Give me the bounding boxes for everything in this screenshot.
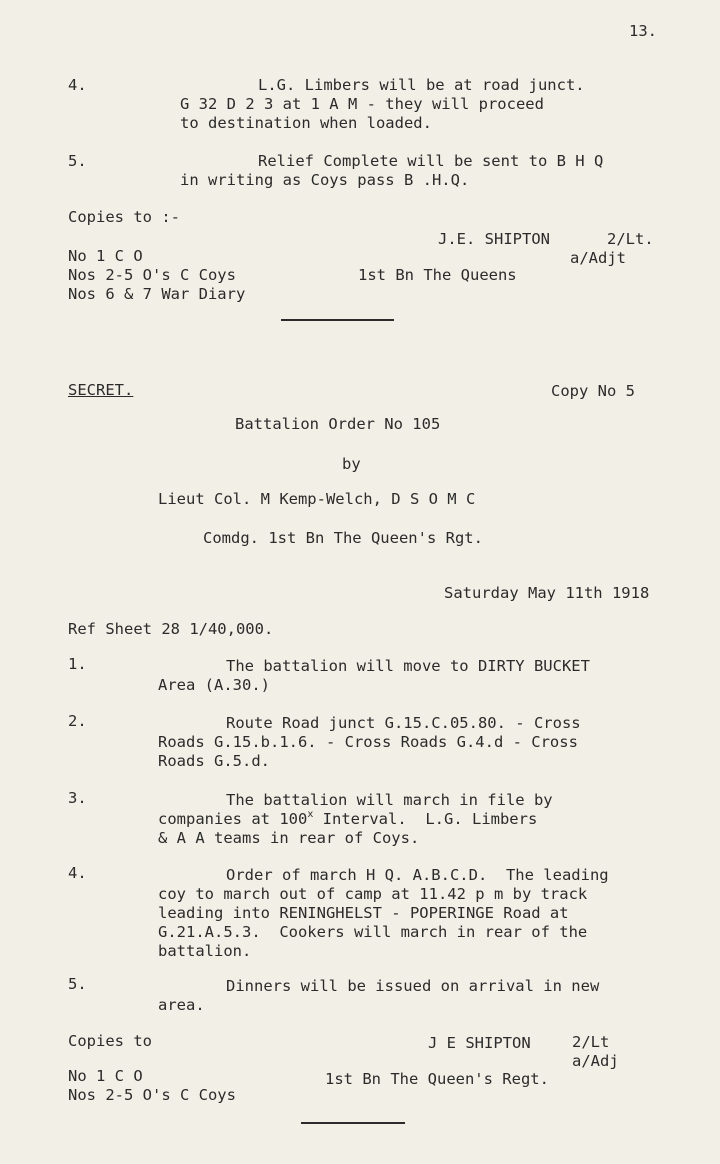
order-item-2-number: 2. xyxy=(68,712,87,730)
order-item-1-number: 1. xyxy=(68,655,87,673)
order-item-3-line-1: The battalion will march in file by xyxy=(226,791,553,809)
order-item-3-number: 3. xyxy=(68,789,87,807)
copies-label: Copies to :- xyxy=(68,208,180,226)
signatory-appointment: a/Adjt xyxy=(570,249,626,267)
order-item-3-line-2: companies at 100$^x$ Interval. L.G. Limbers xyxy=(158,809,538,828)
item-5-line-1: Relief Complete will be sent to B H Q xyxy=(258,152,604,170)
commander: Lieut Col. M Kemp-Welch, D S O M C xyxy=(158,490,476,508)
order-item-3-line-3: & A A teams in rear of Coys. xyxy=(158,829,420,847)
order-item-4-line-4: G.21.A.5.3. Cookers will march in rear of the xyxy=(158,923,588,941)
order-item-2-line-2: Roads G.15.b.1.6. - Cross Roads G.4.d - Cross xyxy=(158,733,578,751)
signatory-unit: 1st Bn The Queens xyxy=(358,266,517,284)
item-4-line-2: G 32 D 2 3 at 1 A M - they will proceed xyxy=(180,95,544,113)
item-5-number: 5. xyxy=(68,152,87,170)
order-item-2-line-1: Route Road junct G.15.C.05.80. - Cross xyxy=(226,714,581,732)
section-divider xyxy=(281,319,394,321)
copies-line-1: No 1 C O xyxy=(68,247,143,265)
copies-2-line-2: Nos 2-5 O's C Coys xyxy=(68,1086,236,1104)
order-item-5-line-2: area. xyxy=(158,996,205,1014)
secret-heading: SECRET. xyxy=(68,381,134,399)
item-5-line-2: in writing as Coys pass B .H.Q. xyxy=(180,171,470,189)
signatory-2-appointment: a/Adj xyxy=(572,1052,619,1070)
item-4-number: 4. xyxy=(68,76,87,94)
ref-sheet: Ref Sheet 28 1/40,000. xyxy=(68,620,274,638)
superscript-x: x xyxy=(307,809,314,820)
copy-number: Copy No 5 xyxy=(551,382,635,400)
signatory-2-unit: 1st Bn The Queen's Regt. xyxy=(325,1070,549,1088)
order-item-1-line-1: The battalion will move to DIRTY BUCKET xyxy=(226,657,590,675)
order-item-5-line-1: Dinners will be issued on arrival in new xyxy=(226,977,600,995)
order-item-2-line-3: Roads G.5.d. xyxy=(158,752,270,770)
item-4-line-3: to destination when loaded. xyxy=(180,114,432,132)
signatory: J.E. SHIPTON xyxy=(438,230,550,248)
order-item-4-line-2: coy to march out of camp at 11.42 p m by track xyxy=(158,885,588,903)
copies-label-2: Copies to xyxy=(68,1032,152,1050)
copies-2-line-1: No 1 C O xyxy=(68,1067,143,1085)
signatory-rank: 2/Lt. xyxy=(607,230,654,248)
order-item-4-line-3: leading into RENINGHELST - POPERINGE Road at xyxy=(158,904,569,922)
copies-line-3: Nos 6 & 7 War Diary xyxy=(68,285,246,303)
order-by: by xyxy=(342,455,361,473)
copies-line-2: Nos 2-5 O's C Coys xyxy=(68,266,236,284)
order-item-1-line-2: Area (A.30.) xyxy=(158,676,270,694)
end-divider xyxy=(301,1122,405,1124)
signatory-2: J E SHIPTON xyxy=(428,1034,531,1052)
page-number: 13. xyxy=(629,22,657,40)
order-item-5-number: 5. xyxy=(68,975,87,993)
item-4-line-1: L.G. Limbers will be at road junct. xyxy=(258,76,585,94)
order-item-4-number: 4. xyxy=(68,864,87,882)
order-title: Battalion Order No 105 xyxy=(235,415,441,433)
signatory-2-rank: 2/Lt xyxy=(572,1033,610,1051)
order-item-4-line-5: battalion. xyxy=(158,942,252,960)
order-item-4-line-1: Order of march H Q. A.B.C.D. The leading xyxy=(226,866,609,884)
order-date: Saturday May 11th 1918 xyxy=(444,584,650,602)
command: Comdg. 1st Bn The Queen's Rgt. xyxy=(203,529,483,547)
